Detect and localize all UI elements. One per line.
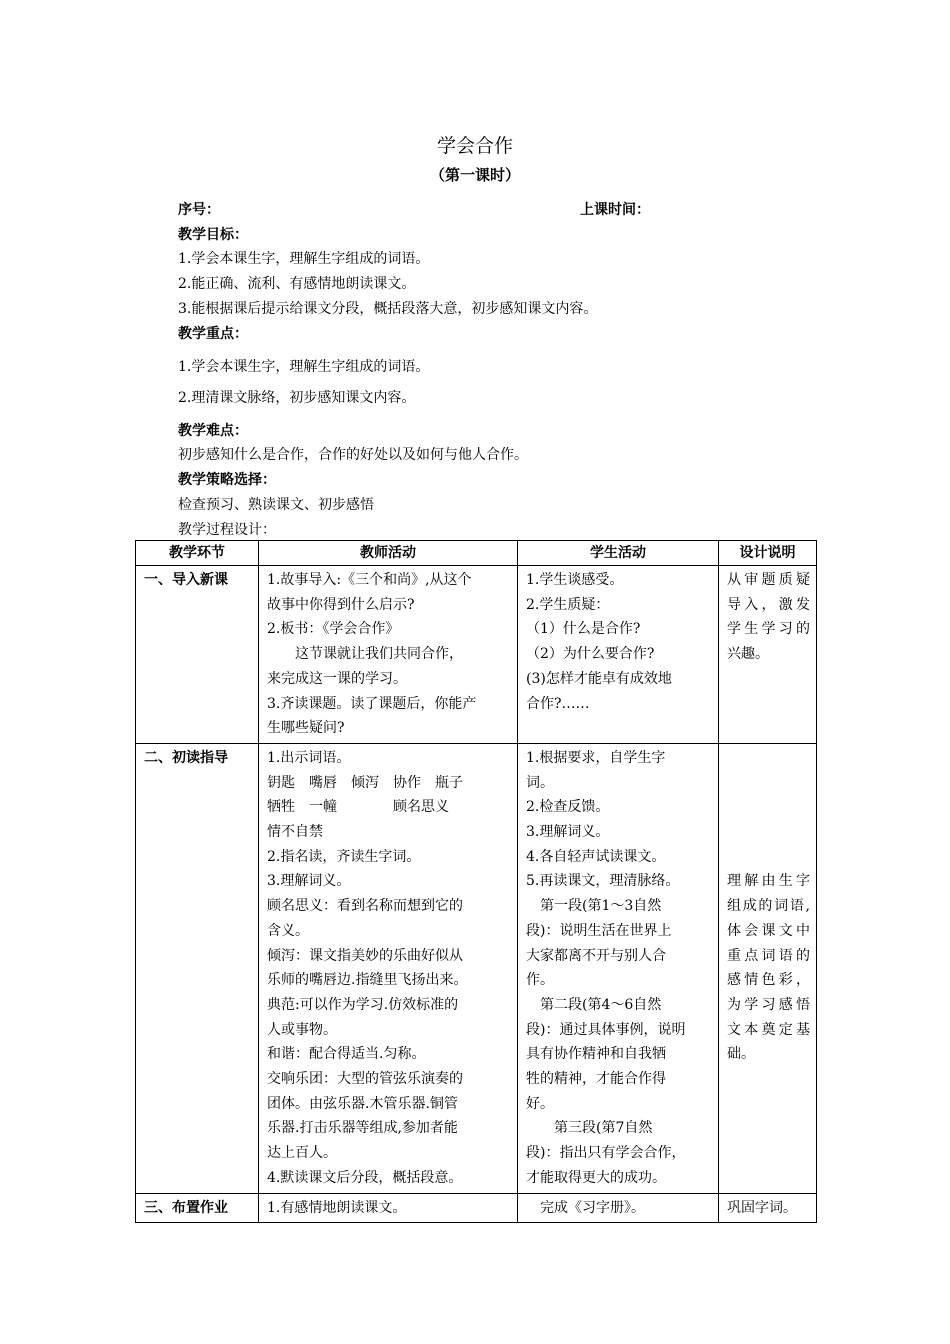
lesson-process-table (135, 540, 817, 1223)
teacher-line: 2.指名读，齐读生字词。 (267, 848, 421, 865)
section-name: 一、导入新课 (136, 566, 259, 744)
teacher-line: 团体。由弦乐器.木管乐器.铜管 (267, 1095, 458, 1112)
table-row (136, 743, 817, 1193)
teacher-line: 这节课就让我们共同合作， (267, 646, 463, 663)
teacher-line: 情不自禁 (267, 824, 323, 841)
design-note: 理解由生字组成的词语,体会课文中重点词语的感情色彩，为学习感悟文本奠定基础。 (719, 743, 817, 1193)
student-line: 2.检查反馈。 (526, 799, 610, 816)
student-line: 作。 (526, 972, 554, 989)
table-header-row (136, 541, 817, 566)
teacher-line: 生哪些疑问? (267, 720, 345, 737)
table-row (136, 1193, 817, 1223)
student-activity-cell (518, 566, 719, 744)
teacher-activity-cell (259, 1193, 518, 1223)
student-line: 好。 (526, 1095, 554, 1112)
student-line: 第三段(第7自然 (526, 1120, 653, 1137)
student-activity-cell (518, 743, 719, 1193)
student-line: 1.根据要求，自学生字 (526, 749, 666, 766)
class-time-label: 上课时间： (580, 202, 650, 218)
design-note: 从审题质疑导入，激发学生学习的兴趣。 (719, 566, 817, 744)
teacher-line: 牺牲 一幢 顾名思义 (267, 799, 449, 816)
student-line: 大家都离不开与别人合 (526, 947, 666, 964)
header-stage: 教学环节 (136, 541, 259, 566)
difficulties-heading: 教学难点： (178, 423, 248, 439)
student-line: (3)怎样才能卓有成效地 (526, 670, 672, 687)
teacher-line: 达上百人。 (267, 1145, 337, 1162)
teacher-line: 1.故事导入:《三个和尚》,从这个 (267, 572, 472, 588)
objectives-heading: 教学目标： (178, 227, 248, 243)
process-label: 教学过程设计： (178, 522, 276, 538)
student-line: 完成《习字册》。 (526, 1199, 645, 1216)
teacher-line: 人或事物。 (267, 1021, 337, 1038)
student-line: 段)：指出只有学会合作， (526, 1145, 686, 1162)
objective-item: 1.学会本课生字，理解生字组成的词语。 (178, 251, 430, 267)
student-line: 段)：说明生活在世界上 (526, 922, 672, 939)
student-line: 第一段(第1～3自然 (526, 898, 662, 915)
strategy-text: 检查预习、熟读课文、初步感悟 (178, 497, 374, 513)
teacher-line: 3.齐读课题。读了课题后，你能产 (267, 695, 477, 712)
teacher-activity-cell (259, 566, 518, 744)
student-line: 牲的精神，才能合作得 (526, 1071, 666, 1088)
teacher-line: 倾泻：课文指美妙的乐曲好似从 (267, 947, 463, 964)
student-line: 1.学生谈感受。 (526, 572, 624, 588)
teacher-line: 1.有感情地朗读课文。 (267, 1199, 407, 1216)
teacher-line: 故事中你得到什么启示? (267, 596, 415, 613)
teacher-line: 来完成这一课的学习。 (267, 670, 407, 687)
student-line: 词。 (526, 774, 554, 791)
objective-item: 2.能正确、流利、有感情地朗读课文。 (178, 276, 416, 292)
key-point-item: 2.理清课文脉络，初步感知课文内容。 (178, 390, 416, 406)
student-line: 5.再读课文，理清脉络。 (526, 873, 680, 890)
teacher-line: 顾名思义：看到名称而想到它的 (267, 898, 463, 915)
student-line: （1）什么是合作? (526, 621, 641, 638)
key-point-item: 1.学会本课生字，理解生字组成的词语。 (178, 359, 430, 375)
teacher-line: 交响乐团：大型的管弦乐演奏的 (267, 1071, 463, 1088)
header-student-activity: 学生活动 (518, 541, 719, 566)
teacher-line: 含义。 (267, 922, 309, 939)
design-note: 巩固字词。 (719, 1193, 817, 1223)
lesson-title: 学会合作 (436, 135, 513, 157)
teacher-line: 3.理解词义。 (267, 873, 351, 890)
section-name: 二、初读指导 (136, 743, 259, 1193)
lesson-subtitle: （第一课时） (429, 166, 520, 184)
header-teacher-activity: 教师活动 (259, 541, 518, 566)
teacher-activity-cell (259, 743, 518, 1193)
objective-item: 3.能根据课后提示给课文分段，概括段落大意，初步感知课文内容。 (178, 301, 598, 317)
student-line: 段)：通过具体事例，说明 (526, 1021, 686, 1038)
section-name: 三、布置作业 (136, 1193, 259, 1223)
student-line: 具有协作精神和自我牺 (526, 1046, 666, 1063)
teacher-line: 钥匙 嘴唇 倾泻 协作 瓶子 (267, 774, 463, 791)
student-line: （2）为什么要合作? (526, 646, 655, 663)
teacher-line: 和谐：配合得适当.匀称。 (267, 1046, 426, 1063)
student-line: 第二段(第4～6自然 (526, 996, 662, 1013)
teacher-line: 1.出示词语。 (267, 749, 351, 766)
serial-label: 序号： (178, 202, 220, 218)
strategy-heading: 教学策略选择： (178, 472, 276, 488)
student-line: 3.理解词义。 (526, 824, 610, 841)
student-line: 4.各自轻声试读课文。 (526, 848, 666, 865)
student-activity-cell (518, 1193, 719, 1223)
key-points-heading: 教学重点： (178, 326, 248, 342)
student-line: 合作?…… (526, 695, 590, 712)
header-design-note: 设计说明 (719, 541, 817, 566)
table-row (136, 566, 817, 744)
teacher-line: 4.默读课文后分段，概括段意。 (267, 1169, 463, 1186)
student-line: 2.学生质疑： (526, 596, 610, 613)
teacher-line: 2.板书：《学会合作》 (267, 621, 400, 638)
teacher-line: 乐器.打击乐器等组成,参加者能 (267, 1120, 458, 1137)
difficulties-text: 初步感知什么是合作，合作的好处以及如何与他人合作。 (178, 447, 528, 463)
teacher-line: 典范:可以作为学习.仿效标准的 (267, 996, 459, 1013)
teacher-line: 乐师的嘴唇边.指缝里飞扬出来。 (267, 972, 468, 989)
student-line: 才能取得更大的成功。 (526, 1169, 666, 1186)
